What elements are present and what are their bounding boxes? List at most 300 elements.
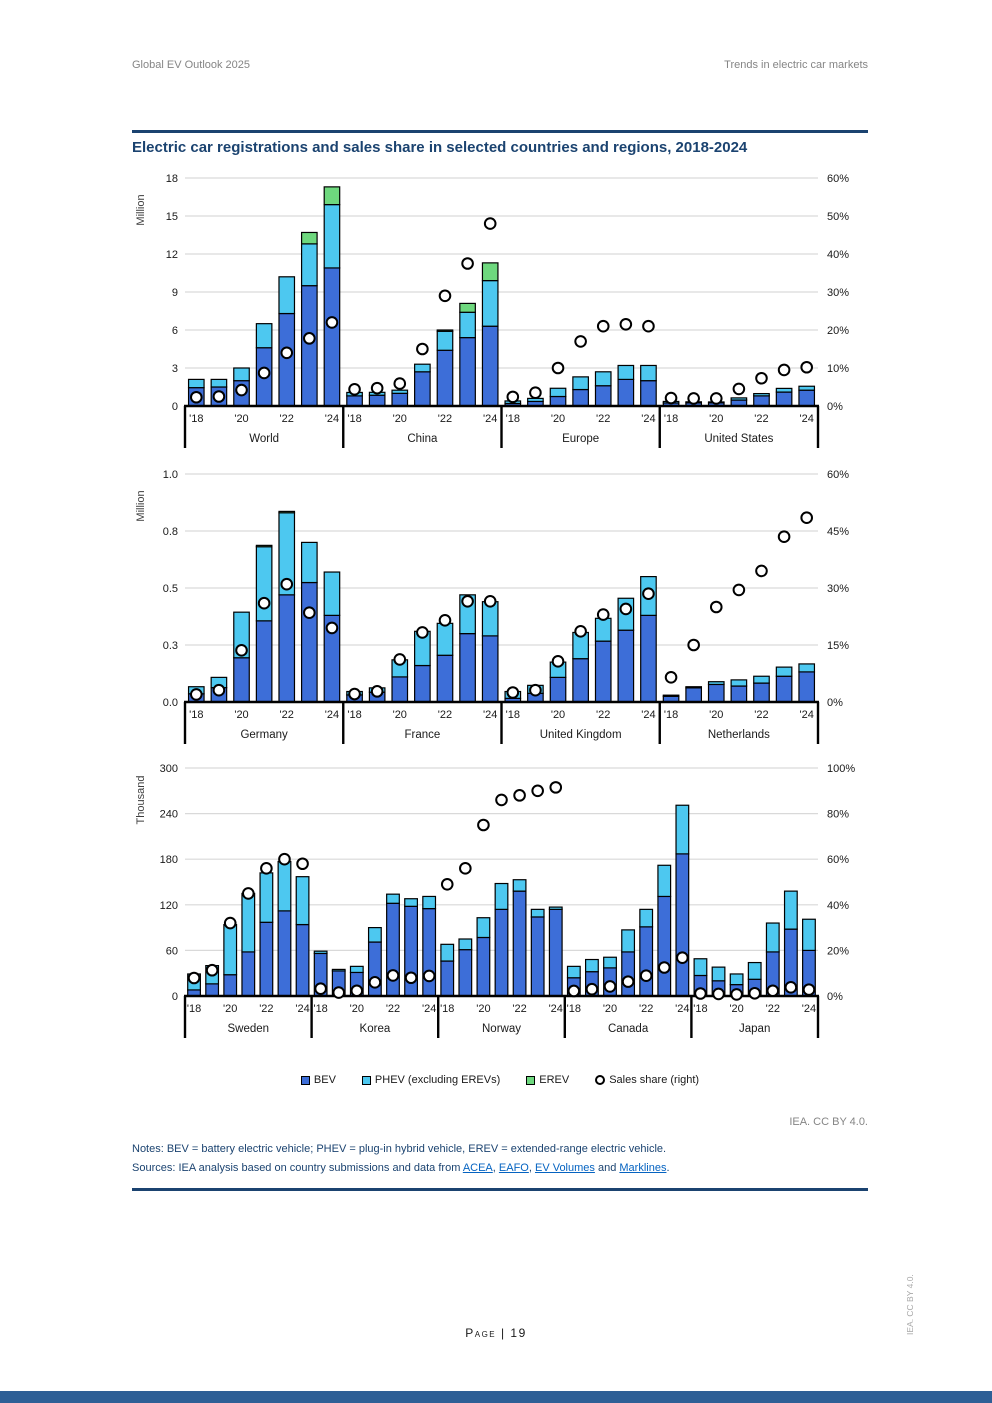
group-label: Europe <box>562 433 600 445</box>
bar-segment-bev <box>460 338 476 406</box>
bar-segment-erev <box>279 511 295 512</box>
year-tick-label: '24 <box>324 413 340 425</box>
sales-share-dot <box>711 393 722 404</box>
sales-share-dot <box>553 656 564 667</box>
bar-segment-phev <box>658 865 671 896</box>
bar-segment-bev <box>234 658 250 702</box>
bar-segment-bev <box>799 390 815 406</box>
right-axis-tick: 80% <box>827 808 850 821</box>
bar-segment-bev <box>369 395 385 406</box>
sales-share-dot <box>734 384 745 395</box>
sales-share-dot <box>259 598 270 609</box>
sales-share-dot <box>236 385 247 396</box>
bar-segment-bev <box>709 684 725 702</box>
sales-share-dot <box>388 970 399 981</box>
group-label: Norway <box>482 1023 521 1035</box>
group-label: United States <box>704 433 774 445</box>
bar-segment-erev <box>302 232 318 243</box>
sales-share-dot <box>440 291 451 302</box>
sales-share-swatch-icon <box>595 1075 605 1085</box>
year-tick-label: '24 <box>548 1003 563 1015</box>
sales-share-dot <box>553 363 564 374</box>
bar-segment-phev <box>785 891 798 929</box>
page-edge-band <box>0 1391 992 1403</box>
sales-share-dot <box>711 602 722 613</box>
sales-share-dot <box>304 607 315 618</box>
sales-share-dot <box>372 383 383 394</box>
bar-segment-phev <box>242 893 255 952</box>
sales-share-dot <box>659 962 670 973</box>
year-tick-label: '18 <box>313 1003 328 1015</box>
right-axis-tick: 15% <box>827 640 850 652</box>
bar-segment-bev <box>482 636 498 702</box>
year-tick-label: '20 <box>602 1003 618 1015</box>
legend-label-share: Sales share (right) <box>609 1074 700 1086</box>
year-tick-label: '18 <box>663 709 679 721</box>
legend-item-bev <box>301 1074 336 1086</box>
bar-segment-bev <box>531 917 544 996</box>
sales-share-dot <box>259 368 270 379</box>
chart-european-countries <box>132 460 868 752</box>
link-ev-volumes[interactable]: EV Volumes <box>534 1162 595 1174</box>
bar-segment-phev <box>799 664 815 672</box>
bar-segment-bev <box>278 911 291 996</box>
title-rule <box>132 130 868 133</box>
bar-segment-bev <box>477 937 490 996</box>
sales-share-dot <box>417 627 428 638</box>
bar-segment-erev <box>460 303 476 312</box>
sales-share-dot <box>225 918 236 929</box>
bar-segment-phev <box>437 623 453 655</box>
sales-share-dot <box>236 645 247 656</box>
sales-share-dot <box>462 258 473 269</box>
bar-segment-phev <box>641 365 657 380</box>
left-axis-tick: 300 <box>159 763 178 775</box>
legend-label-bev: BEV <box>313 1074 336 1086</box>
chart-other-countries <box>132 754 868 1052</box>
sales-share-dot <box>605 981 616 992</box>
bar-segment-bev <box>392 393 408 406</box>
bar-segment-bev <box>776 676 792 702</box>
bar-segment-phev <box>531 909 544 917</box>
bar-segment-phev <box>256 547 272 621</box>
sources-period: . <box>666 1162 670 1174</box>
bar-segment-phev <box>618 365 634 379</box>
year-tick-label: '20 <box>392 709 407 721</box>
bar-segment-bev <box>618 630 634 702</box>
sales-share-dot <box>786 982 797 993</box>
sales-share-dot <box>530 387 541 398</box>
bar-segment-bev <box>676 854 689 996</box>
right-axis-tick: 40% <box>827 899 850 912</box>
bar-segment-phev <box>709 682 725 685</box>
sales-share-dot <box>315 983 326 994</box>
left-axis-tick: 0.0 <box>162 697 178 709</box>
bar-segment-phev <box>211 379 227 387</box>
bar-segment-bev <box>302 286 318 406</box>
sources-text: IEA analysis based on country submissions and data from <box>175 1162 463 1174</box>
year-tick-label: '22 <box>512 1003 527 1015</box>
year-tick-label: '22 <box>754 413 769 425</box>
bar-segment-bev <box>549 909 562 996</box>
sales-share-dot <box>406 972 417 983</box>
sales-share-dot <box>281 579 292 590</box>
year-tick-label: '18 <box>189 413 204 425</box>
bar-segment-bev <box>799 672 815 702</box>
bar-segment-phev <box>460 312 476 337</box>
chart-regions <box>132 164 868 456</box>
bar-segment-phev <box>550 388 566 396</box>
right-axis-tick: 60% <box>827 854 850 867</box>
sales-share-dot <box>478 820 489 831</box>
bar-segment-bev <box>206 984 219 996</box>
sales-share-dot <box>688 393 699 404</box>
bar-segment-bev <box>441 961 454 996</box>
sales-share-dot <box>349 384 360 395</box>
left-axis-tick: 120 <box>159 899 178 912</box>
sales-share-dot <box>485 596 496 607</box>
year-tick-label: '24 <box>641 709 656 721</box>
bar-segment-phev <box>663 695 679 696</box>
bar-segment-bev <box>513 891 526 996</box>
sales-share-dot <box>370 977 381 988</box>
bar-segment-bev <box>640 927 653 996</box>
bar-segment-bev <box>242 952 255 996</box>
sales-share-dot <box>623 976 634 987</box>
bar-segment-erev <box>324 187 340 205</box>
bar-segment-phev <box>459 939 472 950</box>
bar-segment-phev <box>568 966 581 977</box>
sales-share-dot <box>394 378 405 389</box>
sales-share-dot <box>621 604 632 615</box>
year-tick-label: '22 <box>596 709 611 721</box>
sales-share-dot <box>261 863 272 874</box>
bar-segment-erev <box>482 263 498 281</box>
bar-segment-phev <box>437 331 453 350</box>
year-tick-label: '22 <box>385 1003 401 1015</box>
bar-segment-phev <box>302 542 318 582</box>
sales-share-dot <box>575 626 586 637</box>
group-label: World <box>249 433 280 445</box>
bar-segment-bev <box>423 909 436 996</box>
bar-segment-bev <box>495 909 508 996</box>
left-axis-tick: 180 <box>159 854 178 867</box>
bev-swatch-icon <box>301 1076 310 1085</box>
bar-segment-bev <box>622 952 635 996</box>
bar-segment-phev <box>748 963 761 980</box>
year-tick-label: '24 <box>799 709 814 721</box>
sales-share-dot <box>462 596 473 607</box>
left-axis-tick: 18 <box>165 173 178 185</box>
sales-share-dot <box>442 879 453 890</box>
year-tick-label: '20 <box>709 709 724 721</box>
year-tick-label: '18 <box>189 709 204 721</box>
legend-item-phev <box>362 1074 500 1086</box>
axis-unit-label: Million <box>135 490 147 522</box>
year-tick-label: '18 <box>347 709 362 721</box>
chapter-title: Trends in electric car markets <box>724 59 868 71</box>
sales-share-dot <box>804 984 815 995</box>
sales-share-dot <box>666 393 677 404</box>
year-tick-label: '18 <box>186 1003 202 1015</box>
right-axis-tick: 0% <box>827 991 843 1003</box>
chart-european-countries-svg <box>132 460 868 752</box>
bar-segment-phev <box>586 960 599 972</box>
bar-segment-bev <box>392 677 408 702</box>
year-tick-label: '22 <box>279 413 294 425</box>
bar-segment-bev <box>302 583 318 702</box>
year-tick-label: '18 <box>693 1003 708 1015</box>
sales-share-dot <box>688 640 699 651</box>
year-tick-label: '22 <box>765 1003 780 1015</box>
bar-segment-bev <box>482 326 498 406</box>
left-axis-tick: 15 <box>165 211 178 223</box>
year-tick-label: '20 <box>709 413 724 425</box>
bar-segment-phev <box>676 805 689 854</box>
sales-share-dot <box>424 971 435 982</box>
bar-segment-bev <box>550 397 566 407</box>
bar-segment-bev <box>415 666 431 702</box>
bar-segment-phev <box>549 907 562 909</box>
sales-share-dot <box>514 790 525 801</box>
bar-segment-phev <box>302 244 318 286</box>
page-number: Page | 19 <box>465 1326 527 1340</box>
bar-segment-bev <box>437 655 453 702</box>
sales-share-dot <box>327 317 338 328</box>
license-credit: IEA. CC BY 4.0. <box>789 1116 868 1128</box>
group-label: United Kingdom <box>539 729 622 741</box>
year-tick-label: '18 <box>505 709 520 721</box>
sales-share-dot <box>779 531 790 542</box>
phev-swatch-icon <box>362 1076 371 1085</box>
bar-segment-phev <box>415 364 431 372</box>
right-axis-tick: 60% <box>827 469 850 481</box>
year-tick-label: '22 <box>259 1003 274 1015</box>
group-label: Sweden <box>227 1023 270 1035</box>
link-marklines[interactable]: Marklines <box>619 1162 667 1174</box>
sales-share-dot <box>731 989 742 1000</box>
bar-segment-phev <box>324 205 340 268</box>
sales-share-dot <box>575 336 586 347</box>
sales-share-dot <box>587 984 598 995</box>
bar-segment-bev <box>573 390 589 406</box>
left-axis-tick: 0.8 <box>162 526 178 538</box>
bar-segment-phev <box>595 618 611 641</box>
figure-title: Electric car registrations and sales share in selected countries and regions, 2018-2024 <box>132 139 748 156</box>
left-axis-tick: 0.3 <box>162 640 178 652</box>
group-label: Canada <box>607 1023 649 1035</box>
sales-share-dot <box>550 782 561 793</box>
year-tick-label: '22 <box>279 709 294 721</box>
bar-segment-phev <box>731 680 747 686</box>
sales-share-dot <box>279 854 290 865</box>
left-axis-tick: 12 <box>165 249 178 261</box>
legend-label-erev: EREV <box>539 1074 570 1086</box>
sales-share-dot <box>677 952 688 963</box>
right-axis-tick: 45% <box>827 526 850 538</box>
right-axis-tick: 30% <box>827 583 850 595</box>
left-axis-tick: 60 <box>165 945 178 958</box>
year-tick-label: '24 <box>324 709 340 721</box>
year-tick-label: '22 <box>437 413 453 425</box>
chart-other-countries-svg <box>132 754 868 1052</box>
chart-regions-svg <box>132 164 868 456</box>
sales-share-dot <box>372 686 383 697</box>
link-eafo[interactable]: EAFO <box>498 1162 529 1174</box>
sales-share-dot <box>756 566 767 577</box>
year-tick-label: '24 <box>641 413 656 425</box>
sales-share-dot <box>666 672 677 683</box>
sales-share-dot <box>214 391 225 402</box>
year-tick-label: '24 <box>799 413 814 425</box>
sales-share-dot <box>643 321 654 332</box>
bar-segment-bev <box>415 372 431 406</box>
right-axis-tick: 20% <box>827 325 850 337</box>
sales-share-dot <box>508 392 519 403</box>
group-label: France <box>404 729 441 741</box>
bar-segment-phev <box>595 372 611 386</box>
legend-item-share <box>595 1074 699 1086</box>
bar-segment-bev <box>754 683 770 702</box>
link-acea[interactable]: ACEA <box>462 1162 493 1174</box>
bar-segment-bev <box>776 392 792 406</box>
bar-segment-phev <box>754 394 770 396</box>
year-tick-label: '22 <box>639 1003 654 1015</box>
year-tick-label: '20 <box>349 1003 364 1015</box>
right-axis-tick: 10% <box>827 363 850 375</box>
bar-segment-phev <box>640 909 653 926</box>
sales-share-dot <box>621 319 632 330</box>
bar-segment-phev <box>332 969 345 971</box>
bar-segment-phev <box>256 324 272 348</box>
left-axis-tick: 9 <box>171 287 178 299</box>
bar-segment-phev <box>234 368 250 381</box>
group-label: Germany <box>240 729 288 741</box>
bar-segment-phev <box>776 667 792 676</box>
bar-segment-phev <box>694 959 707 976</box>
bar-segment-bev <box>296 925 309 996</box>
bar-segment-phev <box>482 281 498 327</box>
bar-segment-bev <box>324 268 340 406</box>
year-tick-label: '20 <box>550 709 566 721</box>
bar-segment-bev <box>347 396 363 406</box>
sales-share-dot <box>191 689 202 700</box>
sales-share-dot <box>460 863 471 874</box>
bar-segment-phev <box>604 957 617 968</box>
bar-segment-phev <box>754 676 770 683</box>
erev-swatch-icon <box>526 1076 535 1085</box>
year-tick-label: '20 <box>223 1003 238 1015</box>
bar-segment-phev <box>224 925 237 975</box>
bar-segment-phev <box>573 377 589 390</box>
bar-segment-phev <box>260 873 273 922</box>
bar-segment-bev <box>387 903 400 996</box>
sales-share-dot <box>532 786 543 797</box>
bar-segment-bev <box>260 922 273 996</box>
group-label: China <box>407 433 438 445</box>
right-axis-tick: 30% <box>827 287 850 299</box>
sales-share-dot <box>496 795 507 806</box>
bar-segment-bev <box>256 621 272 702</box>
right-axis-tick: 0% <box>827 401 843 413</box>
sources-sep: , <box>528 1162 535 1174</box>
axis-unit-label: Million <box>135 194 147 226</box>
year-tick-label: '18 <box>663 413 679 425</box>
bar-segment-bev <box>641 615 657 702</box>
right-axis-tick: 40% <box>827 249 850 261</box>
group-label: Netherlands <box>707 729 770 741</box>
year-tick-label: '24 <box>421 1003 437 1015</box>
sales-share-dot <box>243 888 254 899</box>
bar-segment-bev <box>224 975 237 996</box>
bar-segment-bev <box>550 677 566 702</box>
year-tick-label: '20 <box>234 709 249 721</box>
sales-share-dot <box>767 985 778 996</box>
sales-share-dot <box>297 858 308 869</box>
bar-segment-phev <box>278 861 291 910</box>
sales-share-dot <box>598 321 609 332</box>
year-tick-label: '20 <box>476 1003 491 1015</box>
chart-legend <box>132 1074 868 1086</box>
year-tick-label: '22 <box>437 709 453 721</box>
year-tick-label: '20 <box>550 413 566 425</box>
bar-segment-bev <box>595 386 611 406</box>
year-tick-label: '24 <box>675 1003 690 1015</box>
sales-share-dot <box>734 585 745 596</box>
bar-segment-phev <box>686 687 702 688</box>
sales-share-dot <box>801 512 812 523</box>
legend-label-phev: PHEV (excluding EREVs) <box>374 1074 501 1086</box>
sales-share-dot <box>713 989 724 1000</box>
year-tick-label: '18 <box>440 1003 455 1015</box>
year-tick-label: '18 <box>347 413 362 425</box>
year-tick-label: '24 <box>483 709 498 721</box>
sales-share-dot <box>695 988 706 999</box>
left-axis-tick: 0.5 <box>162 583 178 595</box>
sales-share-dot <box>485 218 496 229</box>
bar-segment-phev <box>350 966 363 972</box>
year-tick-label: '24 <box>483 413 498 425</box>
year-tick-label: '18 <box>566 1003 582 1015</box>
left-axis-tick: 0 <box>171 401 178 413</box>
bar-segment-phev <box>189 379 205 387</box>
sales-share-dot <box>214 685 225 696</box>
sales-share-dot <box>756 373 767 384</box>
year-tick-label: '20 <box>729 1003 744 1015</box>
sales-share-dot <box>281 348 292 359</box>
right-axis-tick: 60% <box>827 173 850 185</box>
bar-segment-phev <box>776 388 792 392</box>
year-tick-label: '20 <box>234 413 249 425</box>
bar-segment-phev <box>387 894 400 903</box>
bar-segment-phev <box>731 398 747 400</box>
group-label: Korea <box>359 1023 391 1035</box>
report-title: Global EV Outlook 2025 <box>132 59 251 71</box>
sales-share-dot <box>530 685 541 696</box>
sales-share-dot <box>569 986 580 997</box>
sales-share-dot <box>779 365 790 376</box>
bar-segment-phev <box>495 884 508 910</box>
figure-notes: Notes: BEV = battery electric vehicle; PHEV = plug-in hybrid vehicle, EREV = extended-range electric vehicle. <box>132 1143 667 1155</box>
bar-segment-phev <box>405 899 418 907</box>
bar-segment-phev <box>766 923 779 952</box>
sales-share-dot <box>440 615 451 626</box>
sales-share-dot <box>189 973 200 984</box>
group-label: Japan <box>739 1023 771 1035</box>
year-tick-label: '20 <box>392 413 407 425</box>
bar-segment-phev <box>423 896 436 908</box>
year-tick-label: '24 <box>295 1003 310 1015</box>
